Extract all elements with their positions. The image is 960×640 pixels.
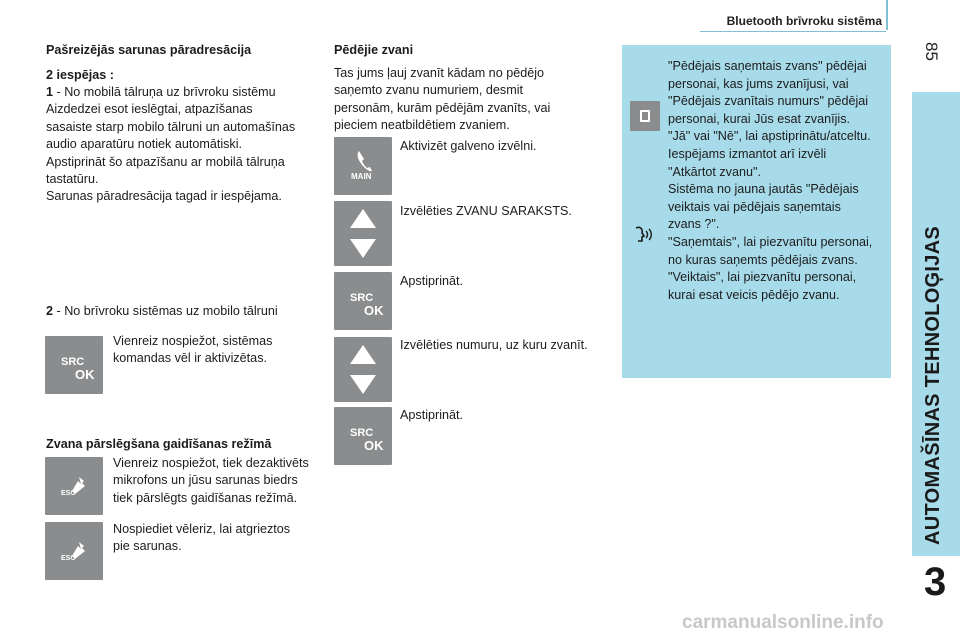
up-down-arrows-icon [334, 337, 392, 402]
ok-label: OK [364, 438, 384, 453]
voice-button-icon [630, 101, 660, 131]
hold-step-1-text: Vienreiz nospiežot, tiek dezaktivēts mikrofons un jūsu sarunas biedrs tiek pārslēgts gaidīšanas režīmā. [113, 456, 309, 505]
arrow-down-shape [350, 239, 376, 258]
src-ok-button-icon [334, 407, 392, 465]
up-down-arrows-icon [334, 201, 392, 266]
speech-icon [632, 222, 658, 248]
option-2-number: 2 [46, 304, 54, 318]
src-label: SRC [61, 356, 85, 368]
option-2-paragraph [46, 303, 326, 320]
recent-calls-intro: Tas jums ļauj zvanīt kādam no pēdējo saņemto zvanu numuriem, desmit personām, kurām pēdējām zvanīts, vai pieciem neatbildētiem zvaniem. [334, 66, 551, 133]
option-2-step-text: Vienreiz nospiežot, sistēmas komandas vēl ir aktivizētas. [113, 334, 273, 366]
arrow-up-shape [350, 345, 376, 364]
voice-command-text: "Pēdējais saņemtais zvans" pēdējai personai, kas jums zvanījusi, vai "Pēdējais zvanītais numurs" pēdējai personai, kurai Jūs esat zvanījis. "Jā" vai "Nē", lai apstiprinātu/atceltu. Iespējams izmantot arī izvēli "Atkārtot zvanu". Sistēma no jauna jautās "Pēdējais veiktais vai pēdējais saņemtais zvans ?". "Saņemtais", lai piezvanītu personai, no kuras saņemts pēdējais zvans. "Veiktais", lai piezvanītu personai, kurai esat veicis pēdējo zvanu. [668, 59, 873, 302]
option-2-text: - No brīvroku sistēmas uz mobilo tālruni [53, 304, 278, 318]
section-heading-transfer: Pašreizējās sarunas pāradresācija [46, 43, 252, 57]
voice-icon-inner [642, 112, 648, 120]
step-confirm-1: Apstiprināt. [400, 274, 463, 288]
main-label: MAIN [351, 172, 372, 181]
option-1-paragraph [46, 84, 326, 206]
arrow-down-shape [350, 375, 376, 394]
ok-label: OK [364, 303, 384, 318]
src-ok-icon [45, 336, 103, 394]
src-ok-button-icon [45, 336, 103, 394]
sound-wave-2 [649, 229, 651, 240]
section-heading-recent-calls: Pēdējie zvani [334, 43, 414, 57]
step-select-number: Izvēlēties numuru, uz kuru zvanīt. [400, 338, 588, 352]
up-down-button-icon [334, 337, 392, 402]
option-1-text: - No mobilā tālruņa uz brīvroku sistēmu Aizdedzei esot ieslēgtai, atpazīšanas sasaiste starp mobilo tālruni un automašīnas audio aparatūru notiek automātiski. Apstiprināt šo atpazīšanu ar mobilā tālruņa tastatūru. Sarunas pāradresācija tagad ir iespējama. [46, 85, 296, 204]
src-label: SRC [350, 427, 374, 439]
esc-icon [45, 457, 103, 515]
esc-button-icon [45, 457, 103, 515]
phone-main-icon [334, 137, 392, 195]
head-outline [636, 227, 644, 241]
ok-label: OK [75, 367, 95, 382]
phone-handset-shape [358, 151, 372, 171]
page-number: 85 [922, 42, 941, 61]
section-heading-hold: Zvana pārslēgšana gaidīšanas režīmā [46, 437, 272, 451]
src-ok-icon [334, 407, 392, 465]
src-ok-icon [334, 272, 392, 330]
header-rule [700, 31, 886, 32]
esc-label: ESC [61, 490, 76, 497]
header-accent-line [886, 0, 888, 30]
esc-label: ESC [61, 555, 76, 562]
esc-button-icon-2 [45, 522, 103, 580]
hold-step-2-text: Nospiediet vēleriz, lai atgrieztos pie sarunas. [113, 522, 291, 554]
page-header-title: Bluetooth brīvroku sistēma [726, 14, 882, 28]
src-ok-button-icon [334, 272, 392, 330]
voice-command-icon [630, 101, 660, 131]
src-label: SRC [350, 292, 374, 304]
watermark: carmanualsonline.info [682, 612, 884, 633]
option-1-number: 1 [46, 85, 54, 99]
arrow-up-shape [350, 209, 376, 228]
sound-wave-1 [646, 231, 648, 238]
main-button-icon [334, 137, 392, 195]
up-down-button-icon [334, 201, 392, 266]
step-confirm-2: Apstiprināt. [400, 408, 463, 422]
step-activate-menu: Aktivizēt galveno izvēlni. [400, 139, 537, 153]
options-heading: 2 iespējas : [46, 68, 114, 82]
chapter-number: 3 [924, 560, 947, 604]
esc-icon [45, 522, 103, 580]
speaking-head-icon [632, 222, 658, 248]
chapter-side-label: AUTOMAŠĪNAS TEHNOLOĢIJAS [922, 225, 944, 545]
step-select-call-list: Izvēlēties ZVANU SARAKSTS. [400, 204, 572, 218]
